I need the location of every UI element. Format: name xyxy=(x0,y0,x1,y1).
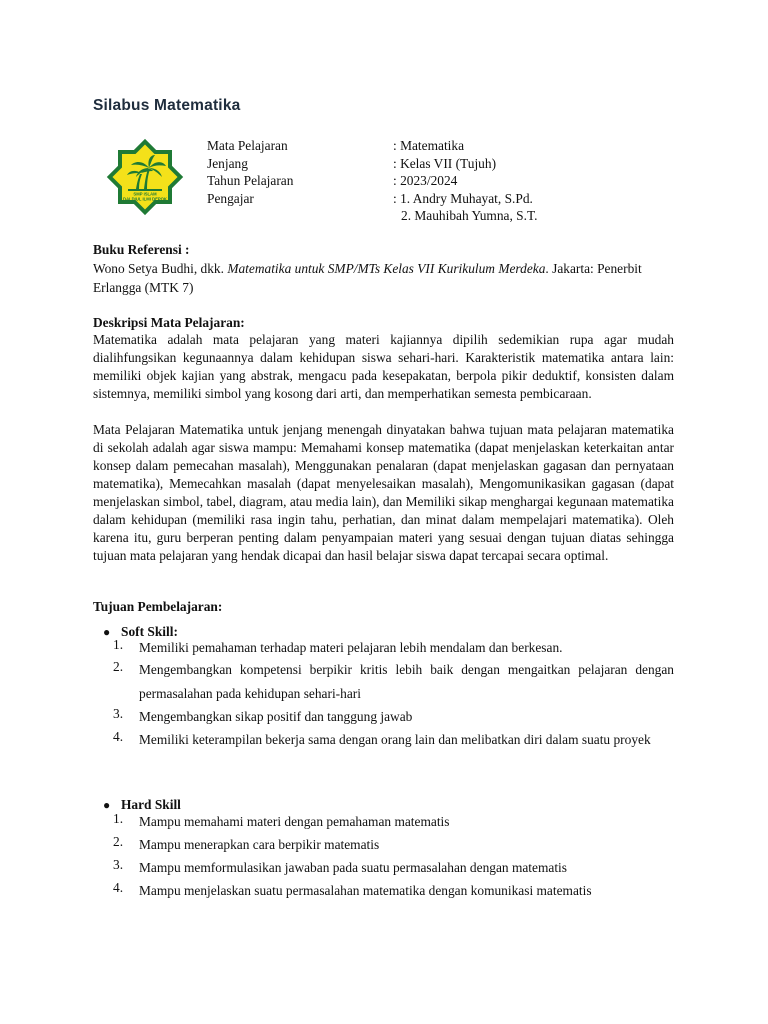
info-label: Pengajar xyxy=(207,190,254,206)
list-item xyxy=(113,833,674,857)
list-item xyxy=(113,705,674,729)
reference-text xyxy=(93,259,674,297)
list-text: Mampu memahami materi dengan pemahaman matematis xyxy=(139,814,450,829)
description-heading: Deskripsi Mata Pelajaran: xyxy=(93,315,245,330)
info-label: Mata Pelajaran xyxy=(207,138,288,153)
reference-book-title: Matematika untuk SMP/MTs Kelas VII Kurikulum Merdeka xyxy=(227,261,546,276)
school-logo xyxy=(104,136,186,218)
list-item xyxy=(113,728,674,752)
logo-text-bottom: DALDIUL ILMI DEPOK xyxy=(123,196,167,202)
info-value: : Kelas VII (Tujuh) xyxy=(393,155,497,171)
info-label: Tahun Pelajaran xyxy=(207,173,294,188)
info-row-year xyxy=(207,172,538,190)
list-number: 2. xyxy=(113,659,124,674)
list-number: 4. xyxy=(113,880,124,895)
info-row-level xyxy=(207,155,538,173)
info-label: Jenjang xyxy=(207,155,248,171)
list-number: 1. xyxy=(113,637,124,652)
list-number: 3. xyxy=(113,706,124,721)
info-value: : 1. Andry Muhayat, S.Pd. xyxy=(393,190,533,206)
reference-authors: Wono Setya Budhi, dkk. xyxy=(93,261,228,276)
bullet-icon: ● xyxy=(103,625,111,639)
logo-text-top: SMP ISLAM xyxy=(133,191,157,197)
bullet-icon: ● xyxy=(103,798,111,812)
list-text: Mampu menerapkan cara berpikir matematis xyxy=(139,837,380,852)
list-number: 4. xyxy=(113,729,124,744)
list-item xyxy=(113,879,674,903)
document-title: Silabus Matematika xyxy=(93,97,241,114)
objectives-heading: Tujuan Pembelajaran: xyxy=(93,599,223,614)
school-logo-emblem xyxy=(104,136,186,218)
list-text: Mampu menjelaskan suatu permasalahan matematika dengan komunikasi matematis xyxy=(139,883,592,898)
list-number: 2. xyxy=(113,834,124,849)
hard-skill-label: Hard Skill xyxy=(121,797,181,812)
list-text: Memiliki keterampilan bekerja sama dengan orang lain dan melibatkan diri dalam suatu proyek xyxy=(139,732,651,747)
info-value: : Matematika xyxy=(393,138,465,153)
description-paragraph-2: Mata Pelajaran Matematika untuk jenjang menengah dinyatakan bahwa tujuan mata pelajaran matematika di sekolah adalah agar siswa mampu: Memahami konsep matematika (dapat menjelaskan keterkaitan antar konsep dalam pemecahan masalah), Menggunakan penalaran (dapat menjelaskan gagasan dan pernyataan matematika), Memecahkan masalah (dapat menyelesaikan masalah), Mengomunikasikan gagasan (dapat menjelaskan simbol, tabel, diagram, atau media lain), dan Memiliki sikap menghargai kegunaan matematika dalam kehidupan (memiliki rasa ingin tahu, perhatian, dan minat dalam mempelajari matematika). Oleh karena itu, guru berperan penting dalam penyampaian materi yang sesuai dengan tujuan diatas sehingga tujuan mata pelajaran yang hendak dicapai dan hasil belajar siswa dapat tercapai secara optimal. xyxy=(93,422,674,563)
reference-publisher: . Jakarta: Penerbit Erlangga (MTK 7) xyxy=(93,261,642,295)
list-item xyxy=(113,856,674,880)
info-row-teacher xyxy=(207,190,538,208)
list-text: Mengembangkan sikap positif dan tanggung jawab xyxy=(139,709,413,724)
list-number: 3. xyxy=(113,857,124,872)
info-row-teacher-2: 2. Mauhibah Yumna, S.T. xyxy=(401,208,538,223)
reference-heading: Buku Referensi : xyxy=(93,242,190,257)
info-row-subject xyxy=(207,137,538,155)
soft-skill-label: Soft Skill: xyxy=(121,624,178,639)
course-info xyxy=(207,137,538,225)
list-text: Mengembangkan kompetensi berpikir kritis lebih baik dengan mengaitkan pelajaran dengan permasalahan pada kehidupan sehari-hari xyxy=(139,662,674,701)
description-paragraph-1: Matematika adalah mata pelajaran yang materi kajiannya dipilih sedemikian rupa agar mudah dialihfungsikan kegunaannya dalam kehidupan siswa sehari-hari. Karakteristik matematika antara lain: memiliki objek kajian yang abstrak, mengacu pada kesepakatan, berpola pikir deduktif, konsisten dalam sistemnya, memiliki simbol yang kosong dari arti, dan memperhatikan semesta pembicaraan. xyxy=(93,332,674,401)
list-item xyxy=(113,810,674,834)
list-item xyxy=(113,636,674,660)
list-text: Memiliki pemahaman terhadap materi pelajaran lebih mendalam dan berkesan. xyxy=(139,640,563,655)
info-value: : 2023/2024 xyxy=(393,173,458,188)
list-item xyxy=(113,658,674,705)
list-number: 1. xyxy=(113,811,124,826)
list-text: Mampu memformulasikan jawaban pada suatu permasalahan dengan matematis xyxy=(139,860,567,875)
